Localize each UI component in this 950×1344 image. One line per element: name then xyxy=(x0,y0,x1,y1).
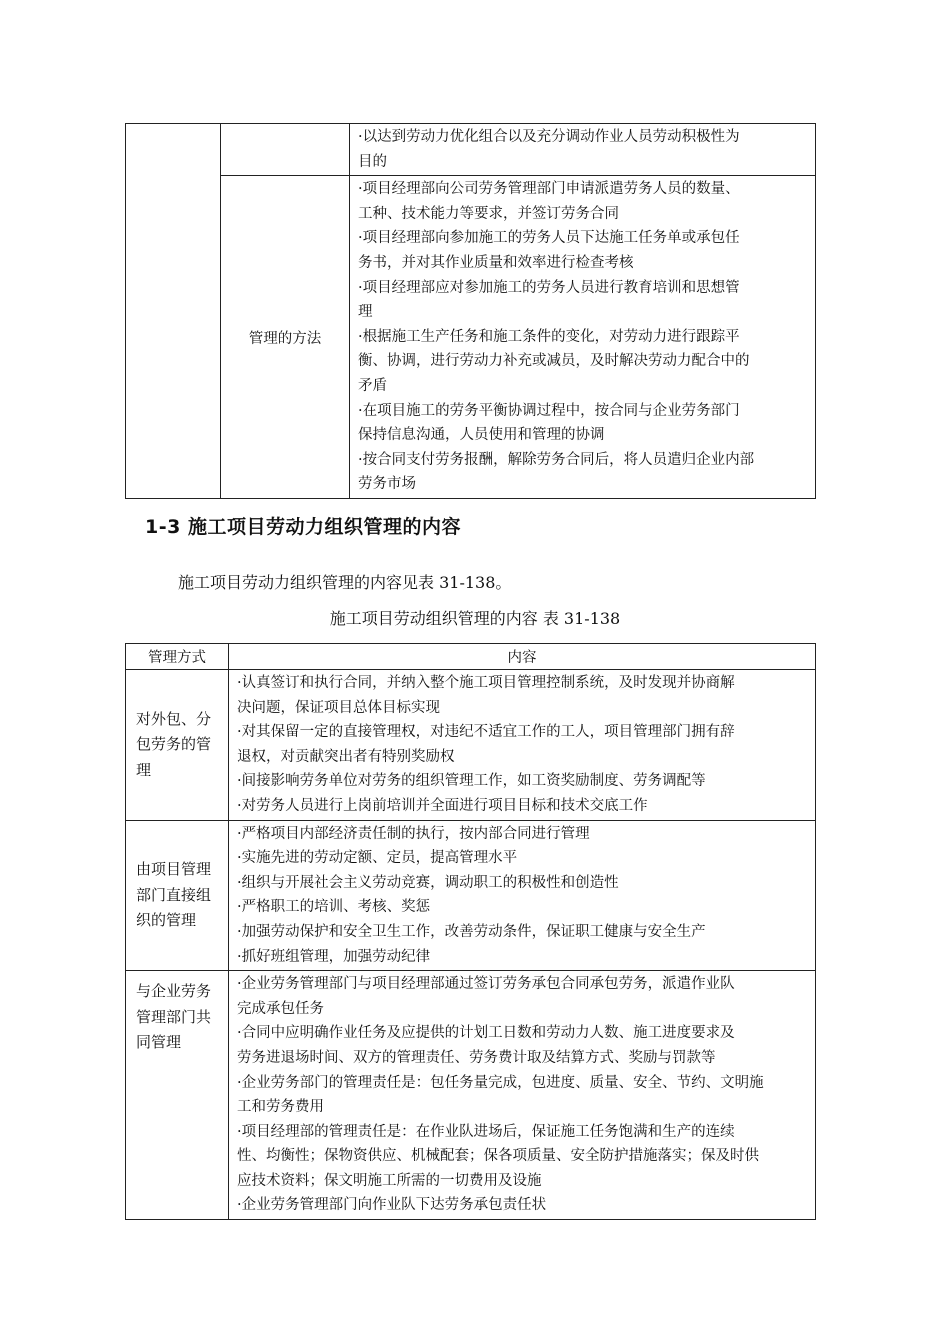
table-row xyxy=(126,176,816,499)
table-header-row xyxy=(126,644,816,670)
method-cell xyxy=(221,124,350,176)
table-row xyxy=(126,124,816,176)
method-cell: 管理的方法 xyxy=(221,176,350,499)
mode-cell: 对外包、分 包劳务的管 理 xyxy=(126,670,229,821)
section-heading: 1-3 施工项目劳动力组织管理的内容 xyxy=(145,516,461,538)
mode-cell: 与企业劳务 管理部门共 同管理 xyxy=(126,971,229,1220)
labor-management-table-continued xyxy=(125,123,816,499)
table-row xyxy=(126,820,816,971)
table-row xyxy=(126,971,816,1220)
section-paragraph: 施工项目劳动力组织管理的内容见表 31-138。 xyxy=(178,573,512,592)
table-caption: 施工项目劳动组织管理的内容 表 31-138 xyxy=(329,609,621,628)
content-cell: ·企业劳务管理部门与项目经理部通过签订劳务承包合同承包劳务，派遣作业队 完成承包任务 ·合同中应明确作业任务及应提供的计划工日数和劳动力人数、施工进度要求及 劳务进退场时间、双方的管理责任、劳务费计取及结算方式、奖励与罚款等 ·企业劳务部门的管理责任是：包任务量完成，包进度、质量、安全、节约、文明施 工和劳务费用 ·项目经理部的管理责任是：在作业队进场后，保证施工任务饱满和生产的连续 性、均衡性；保物资供应、机械配套；保各项质量、安全防护措施落实；保及时供 应技术资料；保文明施工所需的一切费用及设施 ·企业劳务管理部门向作业队下达劳务承包责任状 xyxy=(229,971,816,1220)
column-header-mode: 管理方式 xyxy=(126,644,229,670)
table-row xyxy=(126,670,816,821)
content-cell: ·认真签订和执行合同，并纳入整个施工项目管理控制系统，及时发现并协商解 决问题，保证项目总体目标实现 ·对其保留一定的直接管理权，对违纪不适宜工作的工人，项目管理部门拥有辞 退权，对贡献突出者有特别奖励权 ·间接影响劳务单位对劳务的组织管理工作，如工资奖励制度、劳务调配等 ·对劳务人员进行上岗前培训并全面进行项目目标和技术交底工作 xyxy=(229,670,816,821)
content-cell: ·严格项目内部经济责任制的执行，按内部合同进行管理 ·实施先进的劳动定额、定员，提高管理水平 ·组织与开展社会主义劳动竞赛，调动职工的积极性和创造性 ·严格职工的培训、考核、奖惩 ·加强劳动保护和安全卫生工作，改善劳动条件，保证职工健康与安全生产 ·抓好班组管理，加强劳动纪律 xyxy=(229,820,816,971)
content-cell: ·以达到劳动力优化组合以及充分调动作业人员劳动积极性为 目的 xyxy=(350,124,816,176)
content-cell: ·项目经理部向公司劳务管理部门申请派遣劳务人员的数量、 工种、技术能力等要求，并签订劳务合同 ·项目经理部向参加施工的劳务人员下达施工任务单或承包任 务书，并对其作业质量和效率进行检查考核 ·项目经理部应对参加施工的劳务人员进行教育培训和思想管 理 ·根据施工生产任务和施工条件的变化，对劳动力进行跟踪平 衡、协调，进行劳动力补充或减员，及时解决劳动力配合中的 矛盾 ·在项目施工的劳务平衡协调过程中，按合同与企业劳务部门 保持信息沟通，人员使用和管理的协调 ·按合同支付劳务报酬，解除劳务合同后，将人员遣归企业内部 劳务市场 xyxy=(350,176,816,499)
category-cell xyxy=(126,124,221,499)
labor-organization-content-table xyxy=(125,643,816,1220)
column-header-content: 内容 xyxy=(229,644,816,670)
mode-cell: 由项目管理 部门直接组 织的管理 xyxy=(126,820,229,971)
